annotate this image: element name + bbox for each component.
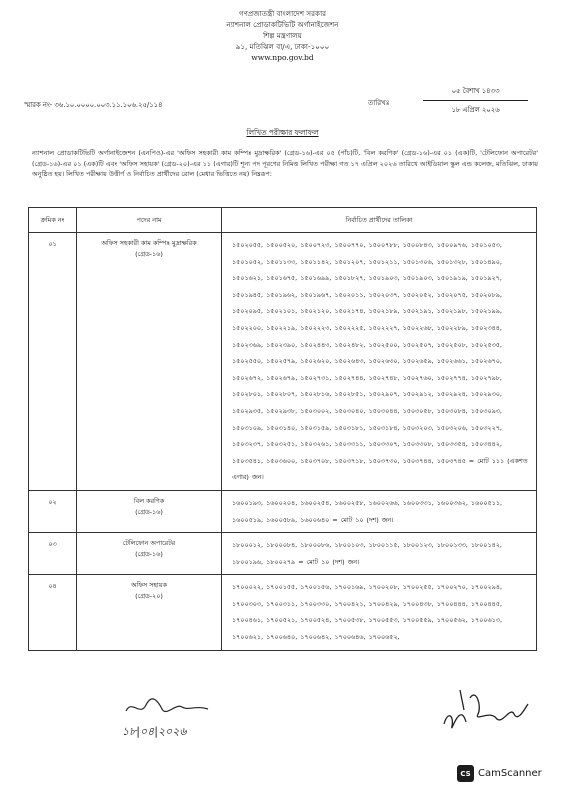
right-signature [430, 680, 540, 740]
document-title: লিখিত পরীক্ষার ফলাফল [246, 128, 319, 137]
post-name: অফিস সহায়ক [131, 581, 167, 590]
govt-name: গণপ্রজাতন্ত্রী বাংলাদেশ সরকার [238, 9, 327, 18]
row-rolls: ১৮০০০১২, ১৮০০০৮৪, ১৮০০০৮৬, ১৮০০১০৩, ১৮০০১১৫, ১৮০০১২৩, ১৮০০১৩৩, ১৮০০১৪২, ১৮০০১৯৬, ১৮০০২৭৯ = মোট ১০ (দশ) জন। [222, 533, 537, 575]
table-row [29, 490, 537, 532]
row-rolls: ১৬০০১৯৩, ১৬০০২০৪, ১৬০০২৫৪, ১৬০০২৫৮, ১৬০০২৬৬, ১৬০০৩৩১, ১৬০০৩৬২, ১৬০০৫১১, ১৬০০৫১৯, ১৬০০৫৮৯, ১৬০০৬৪০ = মোট ১০ (দশ) জন। [222, 490, 537, 532]
left-signature [122, 697, 242, 742]
post-grade: (গ্রেড-২০) [135, 592, 163, 601]
post-name: বিল করণিক [133, 496, 165, 505]
row-serial: ০১ [29, 233, 77, 491]
row-post [77, 575, 222, 650]
header-post: পদের নাম [77, 208, 222, 233]
row-rolls: ১৫০২০৫৫, ১৫০০৫২০, ১৫০০৭২৩, ১৫০০৭৭০, ১৫০০৭৮৮, ১৫০০৮৪৩, ১৫০০৯৭৬, ১৫০১০৫৩, ১৫০১০৫২, ১৫০১১৩৩, ১৫০১১৪২, ১৫০১২০৭, ১৫০১২১১, ১৫০১৩০৬, ১৫০১৩২৮, ১৫০১৪৯০, ১৫০১৬২১, ১৫০১৬৭৫, ১৫০১৬৯৯, ১৫০১৮২৭, ১৫০১৯০৩, ১৫০১৯০৩, ১৫০১৯১৯, ১৫০১৯২৭, ১৫০১৯৪৫, ১৫০১৯৬২, ১৫০১৯৬৭, ১৫০২০১১, ১৫০২০৩৭, ১৫০২০৫২, ১৫০২০৭৫, ১৫০২০৮৯, ১৫০২০৯৫, ১৫০২১০১, ১৫০২১২০, ১৫০২১৭৪, ১৫০২১৮৯, ১৫০২১৯১, ১৫০২১৯৮, ১৫০২১৯৯, ১৫০২২০০, ১৫০২২১৯, ১৫০২২২৩, ১৫০২২২৫, ১৫০২২২৭, ১৫০২২৬৮, ১৫০২২৮৯, ১৫০২৩৪৪, ১৫০২৩৬৯, ১৫০২৩৯০, ১৫০২৪৪৩, ১৫০২৪৮২, ১৫০২৫০০, ১৫০২৫০৭, ১৫০২৫০৮, ১৫০২৫৩৫, ১৫০২৫৫০, ১৫০২৫৭৯, ১৫০২৬২০, ১৫০২৬৪৩, ১৫০২৬৩০, ১৫০২৬৫৯, ১৫০২৬৬১, ১৫০২৬৭০, ১৫০২৬৭২, ১৫০২৬৭৯, ১৫০২৭৩১, ১৫০২৭৪৪, ১৫০২৭৪৮, ১৫০২৭৬০, ১৫০২৭৭৪, ১৫০২৭৯৮, ১৫০২৮০১, ১৫০২৮০৭, ১৫০২৮১৬, ১৫০২৮৫১, ১৫০২৯০৭, ১৫০২৯১২, ১৫০২৯২৪, ১৫০২৯৩০, ১৫০২৯৩৫, ১৫০২৯৩৮, ১৫০৩০০২, ১৫০৩০৪০, ১৫০৩০৪৪, ১৫০৩০৫৮, ১৫০৩০৮৪, ১৫০৩০৯৩, ১৫০৩১০৯, ১৫০৩১৪০, ১৫০৩১৫৯, ১৫০৩১৮১, ১৫০৩১৮৪, ১৫০৩২০৩, ১৫০৩২০৬, ১৫০৩২২৭, ১৫০৩২৩৭, ১৫০৩২৫১, ১৫০৩২৬১, ১৫০৩৩১১, ১৫০৩৩০৭, ১৫০৩৩০৮, ১৫০৩৩৫৪, ১৫০৩৪৪২, ১৫০৩৫৪১, ১৫০৩৬০০, ১৫০৩৭০৮, ১৫০৩৭১৮, ১৫০৩৭৩০, ১৫০৩৭৪৪, ১৫০৩৭৪৫ = মোট ১১১ (একশত এগার) জন। [222, 233, 537, 491]
row-post [77, 533, 222, 575]
signature-scribble [122, 697, 212, 719]
table-row [29, 233, 537, 491]
post-grade: (গ্রেড-১৬) [135, 550, 163, 559]
table-row [29, 575, 537, 650]
result-table [28, 207, 537, 651]
camscanner-logo-icon: CS [457, 765, 474, 782]
header-candidates: নির্বাচিত প্রার্থীদের তালিকা [222, 208, 537, 233]
row-rolls: ১৭০০০২২, ১৭০০১৫৫, ১৭০০১৫৬, ১৭০০১৬৯, ১৭০০২০৮, ১৭০০২৫৫, ১৭০০২৭০, ১৭০০২৯৪, ১৭০০৩০৩, ১৭০০৩১১, ১৭০০৩৩০, ১৭০০৪২১, ১৭০০৪২৯, ১৭০০৪৩৮, ১৭০০৪৪৪, ১৭০০৪৪৫, ১৭০০৪৬১, ১৭০০৫২১, ১৭০০৫২৪, ১৭০০৫৩৮, ১৭০০৫৫৩, ১৭০০৫৫৯, ১৭০০৫৬২, ১৭০০৬১৩, ১৭০০৬২১, ১৭০০৬৪০, ১৭০০৬৪২, ১৭০০৬৪৬, ১৭০০৬৫২, [222, 575, 537, 650]
date-divider [423, 100, 528, 101]
post-name: টেলিফোন অপারেটর [122, 539, 176, 548]
memo-number: স্মারক নং- ৩৬.১০.০০০০.০০৩.১১.১০৬.২৫/১১৪ [24, 101, 163, 109]
notice-body: ন্যাশনাল প্রোডাকটিভিটি অর্গানাইজেশন (এনপিও)-এর 'অফিস সহকারী কাম কম্পিঃ মুদ্রাক্ষরিক' (গ্রেড-১৬)-এর ০৫ (পাঁচ)টি, 'বিল করণিক' (গ্রেড-১৬)-এর ০১ (এক)টি, 'টেলিফোন অপারেটর' (গ্রেড-১৬)-এর ০১ (এক)টি এবং 'অফিস সহায়ক' (গ্রেড-২০)-এর ১১ (এগার)টি শূন্য পদ পূরণের নিমিত্ত লিখিত পরীক্ষা গত ১৭ এপ্রিল ২০২৬ তারিখে আইডিয়াল স্কুল এন্ড কলেজ, মতিঝিল, ঢাকায় অনুষ্ঠিত হয়। লিখিত পরীক্ষায় উত্তীর্ণ ও নির্বাচিত প্রার্থীদের রোল (মেধার ভিত্তিতে নয়) নিম্নরূপ: [32, 149, 538, 179]
org-name: ন্যাশনাল প্রোডাকটিভিটি অর্গানাইজেশন [226, 20, 339, 29]
ministry-name: শিল্প মন্ত্রণালয় [263, 31, 302, 40]
table-row [29, 533, 537, 575]
signature-scribble [430, 680, 540, 740]
post-grade: (গ্রেড-১৬) [135, 250, 163, 258]
date-block [423, 85, 528, 116]
camscanner-watermark [457, 765, 542, 782]
row-serial: ০৪ [29, 575, 77, 650]
row-post [77, 490, 222, 532]
letterhead [0, 8, 565, 63]
post-name: অফিস সহকারী কাম কম্পিঃ মুদ্রাক্ষরিক [101, 239, 197, 247]
date-label: তারিখঃ [368, 99, 390, 107]
post-grade: (গ্রেড-১৬) [135, 507, 163, 516]
date-english: ১৮ এপ্রিল ২০২৬ [451, 106, 500, 114]
camscanner-label: CamScanner [478, 768, 542, 779]
row-serial: ০৩ [29, 533, 77, 575]
org-website: www.npo.gov.bd [251, 53, 314, 62]
org-address: ৯১, মতিঝিল বা/এ, ঢাকা-১০০০ [235, 42, 330, 51]
row-post [77, 233, 222, 491]
row-serial: ০২ [29, 490, 77, 532]
header-serial: ক্রমিক নং [29, 208, 77, 233]
date-bangla: ০৫ বৈশাখ ১৪৩৩ [451, 87, 500, 95]
table-header-row [29, 208, 537, 233]
signature-date: ১৮|০৪|২০২৬ [122, 725, 187, 738]
